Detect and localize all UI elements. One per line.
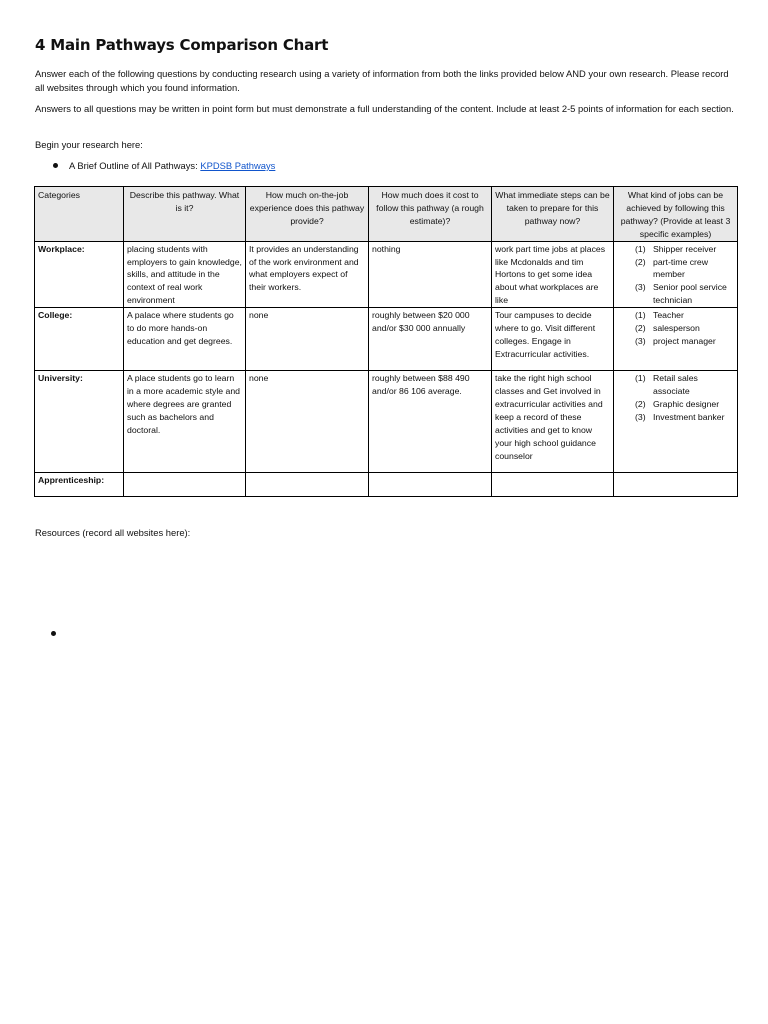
list-item xyxy=(617,372,734,398)
list-item xyxy=(617,243,734,256)
bullet-prefix: A Brief Outline of All Pathways: xyxy=(69,160,198,171)
cost-cell[interactable]: roughly between $88 490 and/or 86 106 average. xyxy=(369,371,492,473)
jobs-cell[interactable] xyxy=(614,241,738,308)
category-cell: College: xyxy=(35,308,124,371)
list-item xyxy=(617,411,734,424)
steps-cell[interactable]: Tour campuses to decide where to go. Visit different colleges. Engage in Extracurricular activities. xyxy=(492,308,614,371)
cost-cell[interactable] xyxy=(369,473,492,497)
cost-cell[interactable]: roughly between $20 000 and/or $30 000 annually xyxy=(369,308,492,371)
category-cell: University: xyxy=(35,371,124,473)
experience-cell[interactable]: none xyxy=(246,308,369,371)
list-number: (1) xyxy=(635,243,646,254)
describe-cell[interactable]: A place students go to learn in a more academic style and where degrees are granted such as bachelors and doctoral. xyxy=(124,371,246,473)
jobs-cell[interactable] xyxy=(614,473,738,497)
steps-cell[interactable] xyxy=(492,473,614,497)
list-number: (1) xyxy=(635,310,646,321)
list-number: (2) xyxy=(635,323,646,334)
table-row xyxy=(35,473,738,497)
page-title: 4 Main Pathways Comparison Chart xyxy=(35,36,329,54)
header-categories: Categories xyxy=(35,187,124,242)
list-item xyxy=(617,398,734,411)
header-cost: How much does it cost to follow this pathway (a rough estimate)? xyxy=(369,187,492,242)
list-item xyxy=(617,309,734,322)
list-item xyxy=(617,256,734,282)
list-item xyxy=(617,322,734,335)
jobs-list xyxy=(617,372,734,424)
list-item xyxy=(617,335,734,348)
describe-cell[interactable]: A palace where students go to do more hands-on education and get degrees. xyxy=(124,308,246,371)
header-experience: How much on-the-job experience does this pathway provide? xyxy=(246,187,369,242)
table-row xyxy=(35,308,738,371)
job-text: Investment banker xyxy=(653,411,725,422)
intro-paragraph-1: Answer each of the following questions by conducting research using a variety of information from both the links provided below AND your own research. Please record all websites through which you found information. xyxy=(35,68,729,93)
jobs-list xyxy=(617,309,734,348)
table-row xyxy=(35,241,738,308)
describe-cell[interactable] xyxy=(124,473,246,497)
list-number: (3) xyxy=(635,282,646,293)
list-number: (1) xyxy=(635,373,646,384)
list-number: (3) xyxy=(635,335,646,346)
jobs-cell[interactable] xyxy=(614,371,738,473)
list-number: (2) xyxy=(635,256,646,267)
kpdsb-pathways-link[interactable]: KPDSB Pathways xyxy=(200,160,276,171)
pathways-bullet xyxy=(53,160,275,172)
job-text: Retail sales associate xyxy=(653,373,698,397)
category-cell: Apprenticeship: xyxy=(35,473,124,497)
table-header-row xyxy=(35,187,738,242)
job-text: Teacher xyxy=(653,310,684,321)
bullet-icon xyxy=(51,631,56,636)
job-text: part-time crew member xyxy=(653,256,709,280)
begin-research-text: Begin your research here: xyxy=(35,139,143,150)
header-steps: What immediate steps can be taken to prepare for this pathway now? xyxy=(492,187,614,242)
experience-cell[interactable]: It provides an understanding of the work environment and what employers expect of their workers. xyxy=(246,241,369,308)
job-text: project manager xyxy=(653,335,716,346)
table-row xyxy=(35,371,738,473)
jobs-cell[interactable] xyxy=(614,308,738,371)
job-text: Senior pool service technician xyxy=(653,282,727,306)
job-text: salesperson xyxy=(653,323,700,334)
jobs-list xyxy=(617,243,734,308)
header-jobs: What kind of jobs can be achieved by following this pathway? (Provide at least 3 specific examples) xyxy=(614,187,738,242)
category-cell: Workplace: xyxy=(35,241,124,308)
job-text: Shipper receiver xyxy=(653,243,717,254)
header-describe: Describe this pathway. What is it? xyxy=(124,187,246,242)
steps-cell[interactable]: work part time jobs at places like Mcdonalds and tim Hortons to get some idea about what workplaces are like xyxy=(492,241,614,308)
list-number: (2) xyxy=(635,398,646,409)
steps-cell[interactable]: take the right high school classes and Get involved in extracurricular activities and keep a record of these activities and get to know your high school guidance counselor xyxy=(492,371,614,473)
pathways-comparison-table xyxy=(34,186,738,497)
cost-cell[interactable]: nothing xyxy=(369,241,492,308)
experience-cell[interactable]: none xyxy=(246,371,369,473)
list-number: (3) xyxy=(635,411,646,422)
intro-paragraph-2: Answers to all questions may be written in point form but must demonstrate a full understanding of the content. Include at least 2-5 points of information for each section. xyxy=(35,103,734,114)
bullet-icon xyxy=(53,163,58,168)
describe-cell[interactable]: placing students with employers to gain knowledge, skills, and attitude in the context of real work environment xyxy=(124,241,246,308)
job-text: Graphic designer xyxy=(653,398,720,409)
experience-cell[interactable] xyxy=(246,473,369,497)
list-item xyxy=(617,281,734,307)
resources-label: Resources (record all websites here): xyxy=(35,527,191,538)
